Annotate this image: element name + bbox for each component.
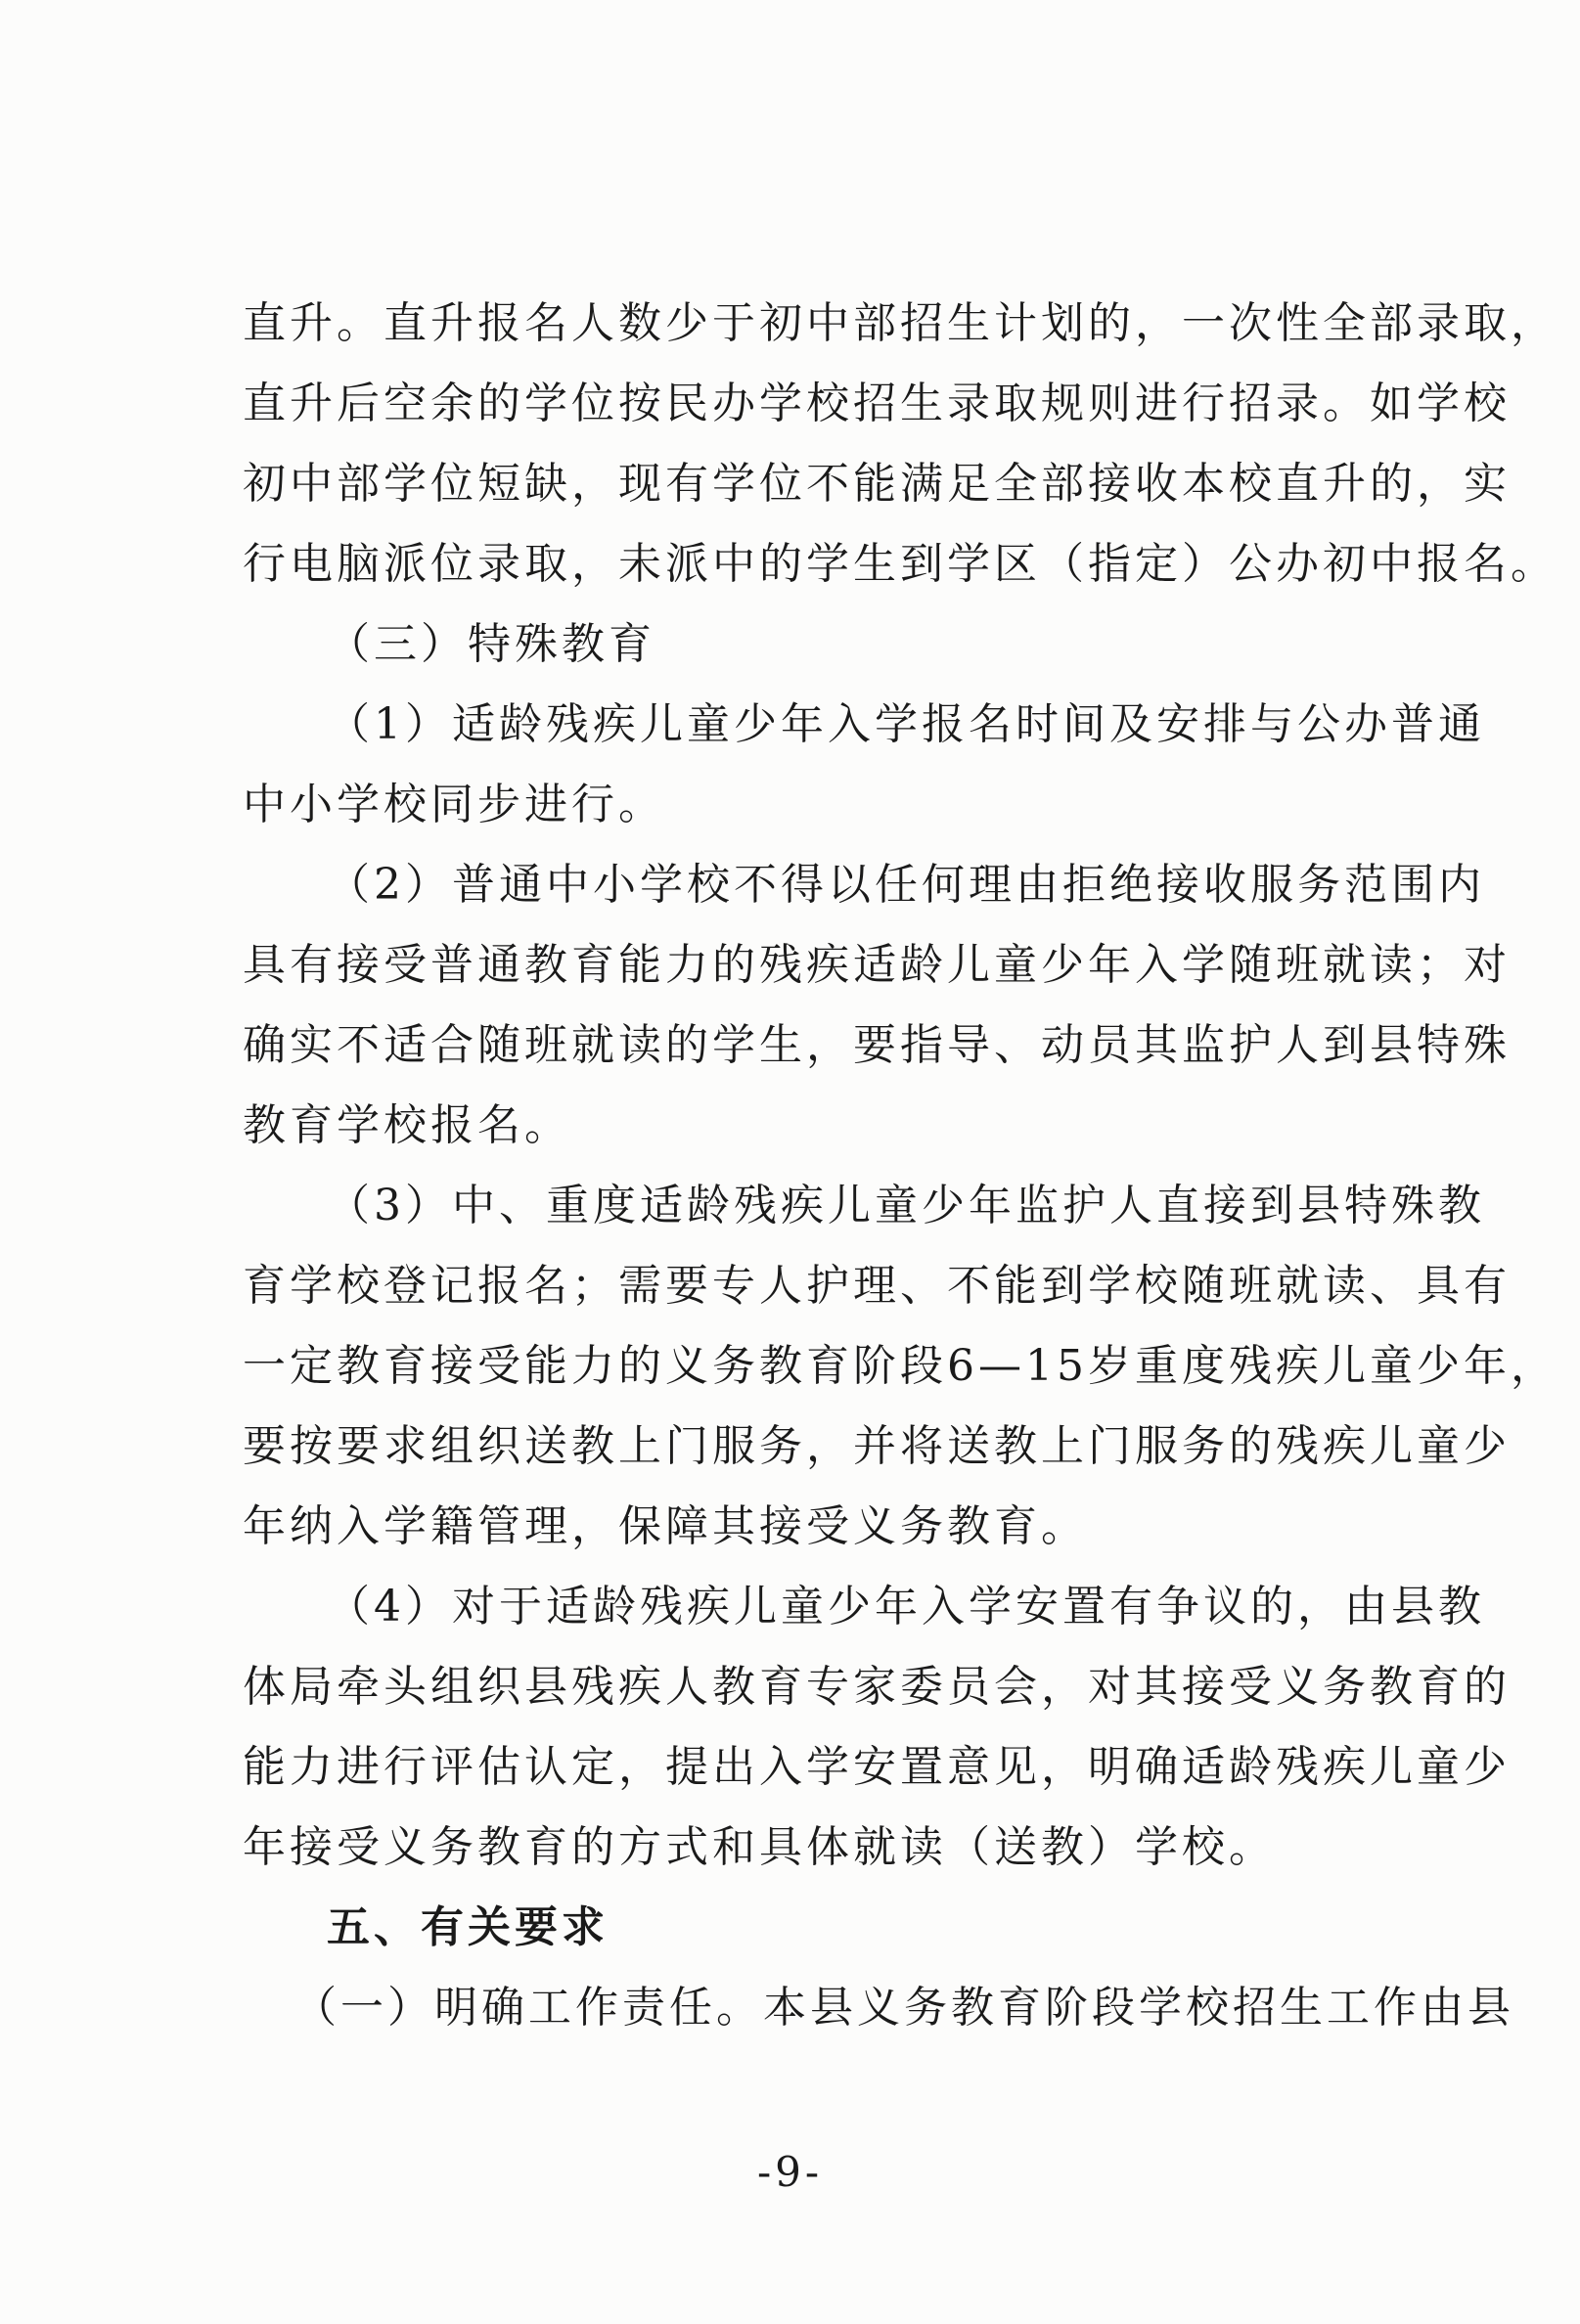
item-1-line-2: 中小学校同步进行。 xyxy=(243,780,665,829)
item-2-line-2: 具有接受普通教育能力的残疾适龄儿童少年入学随班就读；对 xyxy=(243,940,1511,990)
paragraph-line-3: 初中部学位短缺，现有学位不能满足全部接收本校直升的，实 xyxy=(243,459,1511,509)
requirement-1-line-1: （一）明确工作责任。本县义务教育阶段学校招生工作由县 xyxy=(293,1983,1514,2033)
page-number: -9- xyxy=(756,2148,824,2196)
item-3-line-3: 一定教育接受能力的义务教育阶段6—15岁重度残疾儿童少年， xyxy=(243,1341,1557,1391)
item-3-line-5: 年纳入学籍管理，保障其接受义务教育。 xyxy=(243,1501,1088,1551)
paragraph-line-2: 直升后空余的学位按民办学校招生录取规则进行招录。如学校 xyxy=(243,379,1511,428)
item-3-line-2: 育学校登记报名；需要专人护理、不能到学校随班就读、具有 xyxy=(243,1261,1511,1311)
section-heading-requirements: 五、有关要求 xyxy=(327,1902,609,1952)
item-1-line-1: （1）适龄残疾儿童少年入学报名时间及安排与公办普通 xyxy=(327,699,1485,749)
paragraph-line-1: 直升。直升报名人数少于初中部招生计划的，一次性全部录取， xyxy=(243,298,1557,348)
section-heading-special-education: （三）特殊教育 xyxy=(327,619,655,669)
item-3-line-1: （3）中、重度适龄残疾儿童少年监护人直接到县特殊教 xyxy=(327,1181,1485,1230)
item-4-line-2: 体局牵头组织县残疾人教育专家委员会，对其接受义务教育的 xyxy=(243,1662,1511,1712)
item-4-line-1: （4）对于适龄残疾儿童少年入学安置有争议的，由县教 xyxy=(327,1582,1485,1631)
item-2-line-1: （2）普通中小学校不得以任何理由拒绝接收服务范围内 xyxy=(327,860,1485,910)
paragraph-line-4: 行电脑派位录取，未派中的学生到学区（指定）公办初中报名。 xyxy=(243,539,1557,589)
item-2-line-4: 教育学校报名。 xyxy=(243,1100,571,1150)
item-2-line-3: 确实不适合随班就读的学生，要指导、动员其监护人到县特殊 xyxy=(243,1020,1511,1070)
item-3-line-4: 要按要求组织送教上门服务，并将送教上门服务的残疾儿童少 xyxy=(243,1421,1511,1471)
item-4-line-3: 能力进行评估认定，提出入学安置意见，明确适龄残疾儿童少 xyxy=(243,1742,1511,1792)
item-4-line-4: 年接受义务教育的方式和具体就读（送教）学校。 xyxy=(243,1822,1276,1872)
